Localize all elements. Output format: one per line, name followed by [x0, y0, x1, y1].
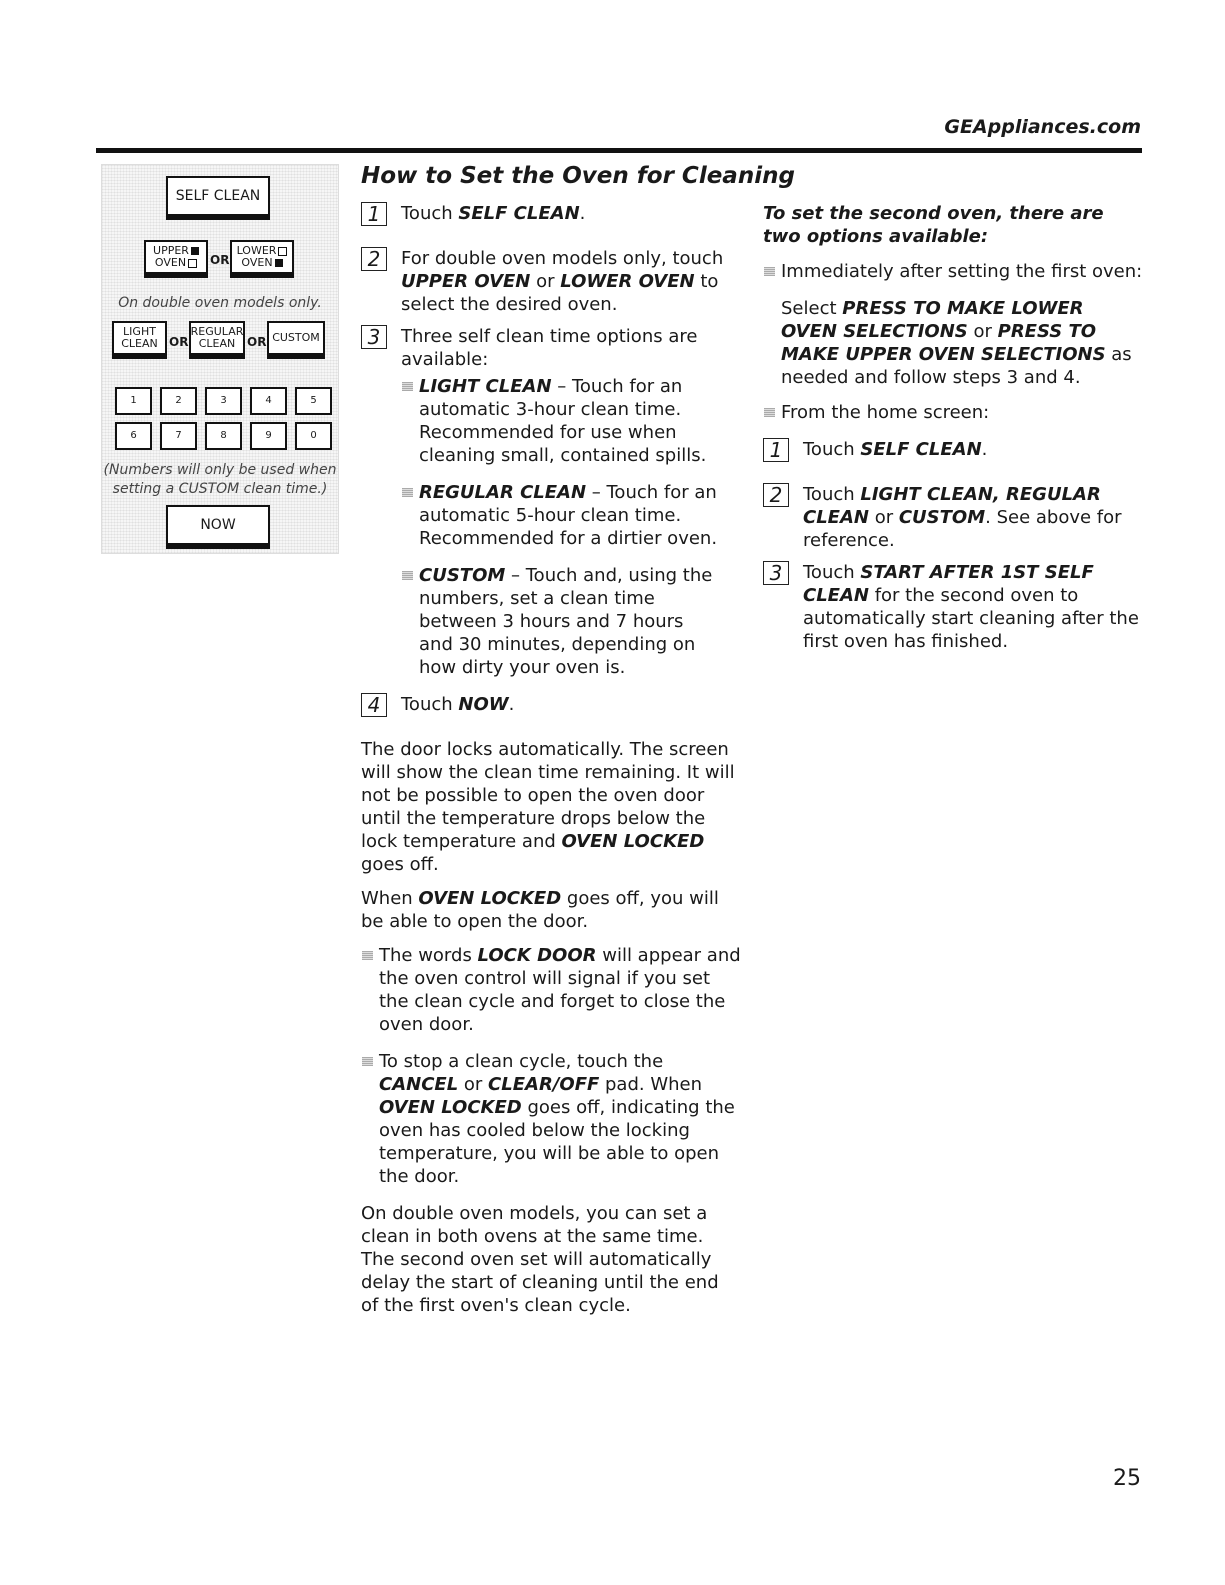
- numbers-caption: (Numbers will only be used when setting a CUSTOM clean time.): [103, 462, 337, 497]
- door-lock-paragraph: The door locks automatically. The screen will show the clean time remaining. It will not be possible to open the oven door until the temperature drops below the lock temperature and OVEN LOCKED goes off.: [361, 739, 735, 875]
- option-custom: CUSTOM – Touch and, using the numbers, set a clean time between 3 hours and 7 hours and 30 minutes, depending on how dirty your oven is.: [401, 564, 719, 679]
- number-key-0: 0: [295, 422, 332, 450]
- filled-square-icon: [191, 247, 199, 255]
- custom-key: CUSTOM: [267, 321, 325, 359]
- lower-oven-key: LOWER OVEN: [230, 240, 294, 278]
- number-key-5: 5: [295, 387, 332, 415]
- upper-oven-key: UPPER OVEN: [144, 240, 208, 278]
- open-square-icon: [278, 247, 287, 256]
- second-oven-heading: To set the second oven, there are two options available:: [763, 203, 1104, 247]
- control-panel-illustration: [101, 164, 339, 554]
- number-key-9: 9: [250, 422, 287, 450]
- light-clean-key: LIGHT CLEAN: [112, 321, 167, 359]
- page-title: How to Set the Oven for Cleaning: [361, 163, 795, 189]
- now-key: NOW: [166, 505, 270, 549]
- number-key-8: 8: [205, 422, 242, 450]
- number-key-6: 6: [115, 422, 152, 450]
- or-label: OR: [210, 253, 230, 267]
- self-clean-key: SELF CLEAN: [166, 176, 270, 220]
- number-key-1: 1: [115, 387, 152, 415]
- double-oven-caption: On double oven models only.: [118, 295, 322, 311]
- step-2: 2 For double oven models only, touch UPPER OVEN or LOWER OVEN to select the desired oven.: [361, 247, 741, 316]
- main-column: [361, 202, 741, 1328]
- option-light-clean: LIGHT CLEAN – Touch for an automatic 3-hour clean time. Recommended for use when cleaning small, contained spills.: [401, 375, 741, 467]
- number-key-7: 7: [160, 422, 197, 450]
- right-step-3: 3 Touch START AFTER 1ST SELF CLEAN for the second oven to automatically start cleaning after the first oven has finished.: [763, 561, 1143, 653]
- right-step-1: 1 Touch SELF CLEAN.: [763, 438, 1143, 461]
- option-regular-clean: REGULAR CLEAN – Touch for an automatic 5-hour clean time. Recommended for a dirtier oven.: [401, 481, 741, 550]
- filled-square-icon: [275, 259, 283, 267]
- lock-door-bullet: The words LOCK DOOR will appear and the oven control will signal if you set the clean cycle and forget to close the oven door.: [361, 944, 741, 1036]
- right-step-2: 2 Touch LIGHT CLEAN, REGULAR CLEAN or CUSTOM. See above for reference.: [763, 483, 1143, 552]
- step-1: 1 Touch SELF CLEAN.: [361, 202, 741, 225]
- immediately-bullet: Immediately after setting the first oven:: [763, 260, 1143, 283]
- header-rule: [96, 148, 1142, 153]
- select-instructions: Select PRESS TO MAKE LOWER OVEN SELECTIONS or PRESS TO MAKE UPPER OVEN SELECTIONS as needed and follow steps 3 and 4.: [781, 298, 1132, 388]
- home-screen-bullet: From the home screen:: [763, 401, 1143, 424]
- open-square-icon: [188, 259, 197, 268]
- number-key-2: 2: [160, 387, 197, 415]
- oven-locked-paragraph: When OVEN LOCKED goes off, you will be able to open the door.: [361, 888, 719, 932]
- or-label: OR: [169, 335, 189, 349]
- page-number: 25: [1113, 1466, 1141, 1491]
- step-4: 4 Touch NOW.: [361, 693, 741, 716]
- right-column: [763, 202, 1143, 662]
- double-oven-paragraph: On double oven models, you can set a clean in both ovens at the same time. The second oven set will automatically delay the start of cleaning until the end of the first oven's clean cycle.: [361, 1203, 719, 1316]
- step-3: 3 Three self clean time options are available: LIGHT CLEAN – Touch for an automatic 3-hour clean time. Recommended for use when cleaning small, contained spills. REGULAR CLEAN – Touch for an automatic 5-hour clean time. Recommended for a dirtier oven. CUSTOM – Touch and, using the numbers, set a clean time between 3 hours and 7 hours and 30 minutes, depending on how dirty your oven is.: [361, 325, 741, 679]
- regular-clean-key: REGULAR CLEAN: [189, 321, 245, 359]
- or-label: OR: [247, 335, 267, 349]
- number-key-4: 4: [250, 387, 287, 415]
- site-url: GEAppliances.com: [944, 116, 1141, 138]
- stop-clean-bullet: To stop a clean cycle, touch the CANCEL or CLEAR/OFF pad. When OVEN LOCKED goes off, indicating the oven has cooled below the locking temperature, you will be able to open the door.: [361, 1050, 741, 1188]
- number-key-3: 3: [205, 387, 242, 415]
